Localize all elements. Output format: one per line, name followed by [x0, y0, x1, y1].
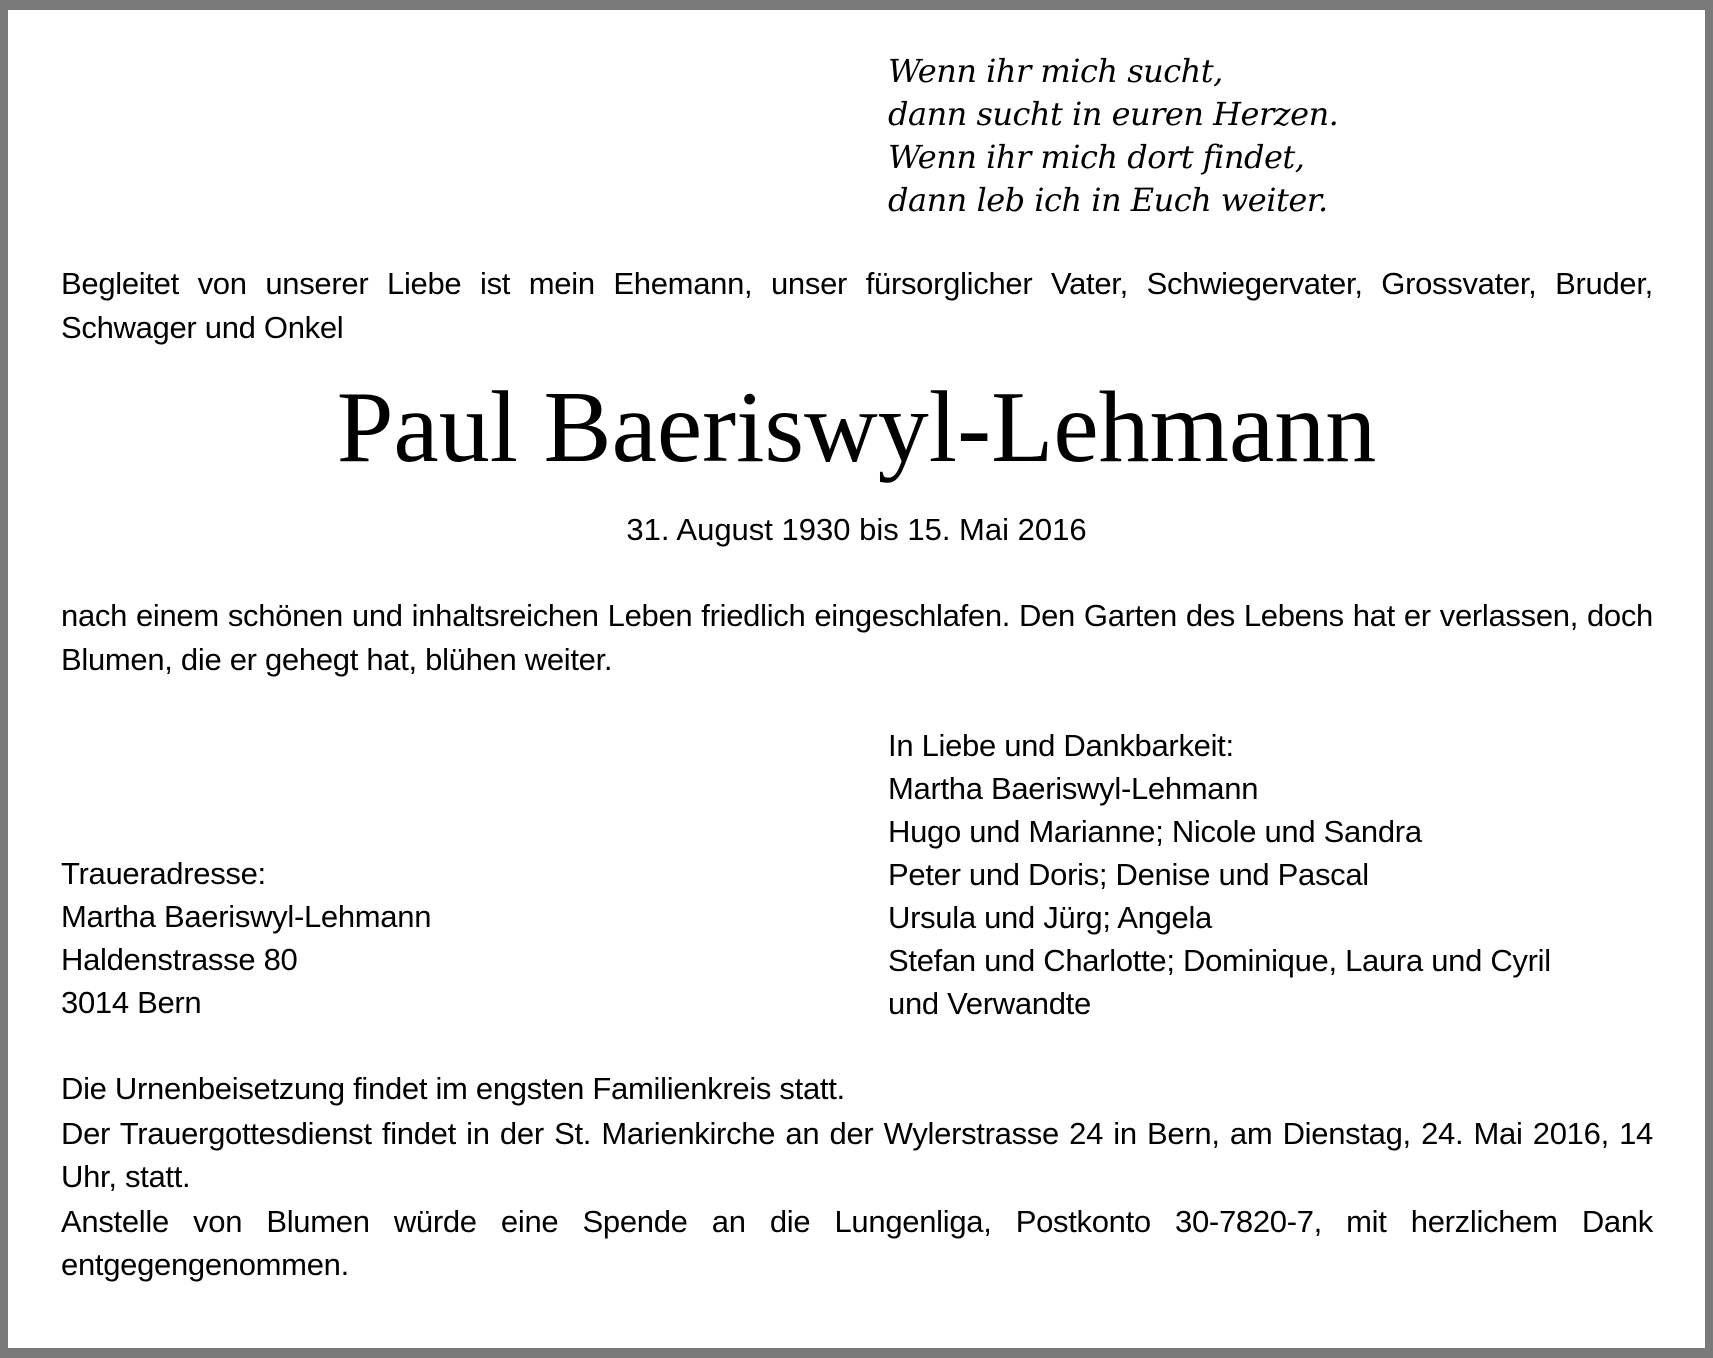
address-line: 3014 Bern: [61, 985, 202, 1020]
notice-paragraph: Anstelle von Blumen würde eine Spende an die Lungenliga, Postkonto 30-7820-7, mit herzlichem Dank entgegengenommen.: [61, 1204, 1653, 1282]
body-paragraph: nach einem schönen und inhaltsreichen Leben friedlich eingeschlafen. Den Garten des Lebens hat er verlassen, doch Blumen, die er gehegt hat, blühen weiter.: [61, 598, 1653, 677]
mourner-entry: Peter und Doris; Denise und Pascal: [888, 857, 1369, 892]
mourner-entry: Stefan und Charlotte; Dominique, Laura und Cyril: [888, 943, 1551, 978]
deceased-name: Paul Baeriswyl-Lehmann: [336, 371, 1377, 484]
address-line: Martha Baeriswyl-Lehmann: [61, 899, 432, 934]
mourning-address: [61, 852, 431, 1024]
notice-paragraph: Der Trauergottesdienst findet in der St. Marienkirche an der Wylerstrasse 24 in Bern, am Dienstag, 24. Mai 2016, 14 Uhr, statt.: [61, 1116, 1653, 1194]
poem: [888, 50, 1338, 222]
mourners-heading: In Liebe und Dankbarkeit:: [888, 728, 1234, 763]
mourners-list: [888, 724, 1551, 1025]
intro-paragraph: Begleitet von unserer Liebe ist mein Ehemann, unser fürsorglicher Vater, Schwiegervater, Grossvater, Bruder, Schwager und Onkel: [61, 266, 1653, 345]
funeral-notices: [61, 1067, 1653, 1288]
poem-line: dann leb ich in Euch weiter.: [888, 181, 1328, 219]
mourner-entry: Ursula und Jürg; Angela: [888, 900, 1212, 935]
address-line: Haldenstrasse 80: [61, 942, 298, 977]
notice-paragraph: Die Urnenbeisetzung findet im engsten Familienkreis statt.: [61, 1071, 845, 1106]
mourner-entry: und Verwandte: [888, 986, 1091, 1021]
poem-line: Wenn ihr mich sucht,: [888, 52, 1223, 90]
address-heading: Traueradresse:: [61, 856, 266, 891]
life-dates: 31. August 1930 bis 15. Mai 2016: [626, 512, 1087, 547]
poem-line: Wenn ihr mich dort findet,: [888, 138, 1305, 176]
mourner-entry: Hugo und Marianne; Nicole und Sandra: [888, 814, 1422, 849]
poem-line: dann sucht in euren Herzen.: [888, 95, 1339, 133]
mourner-entry: Martha Baeriswyl-Lehmann: [888, 771, 1259, 806]
